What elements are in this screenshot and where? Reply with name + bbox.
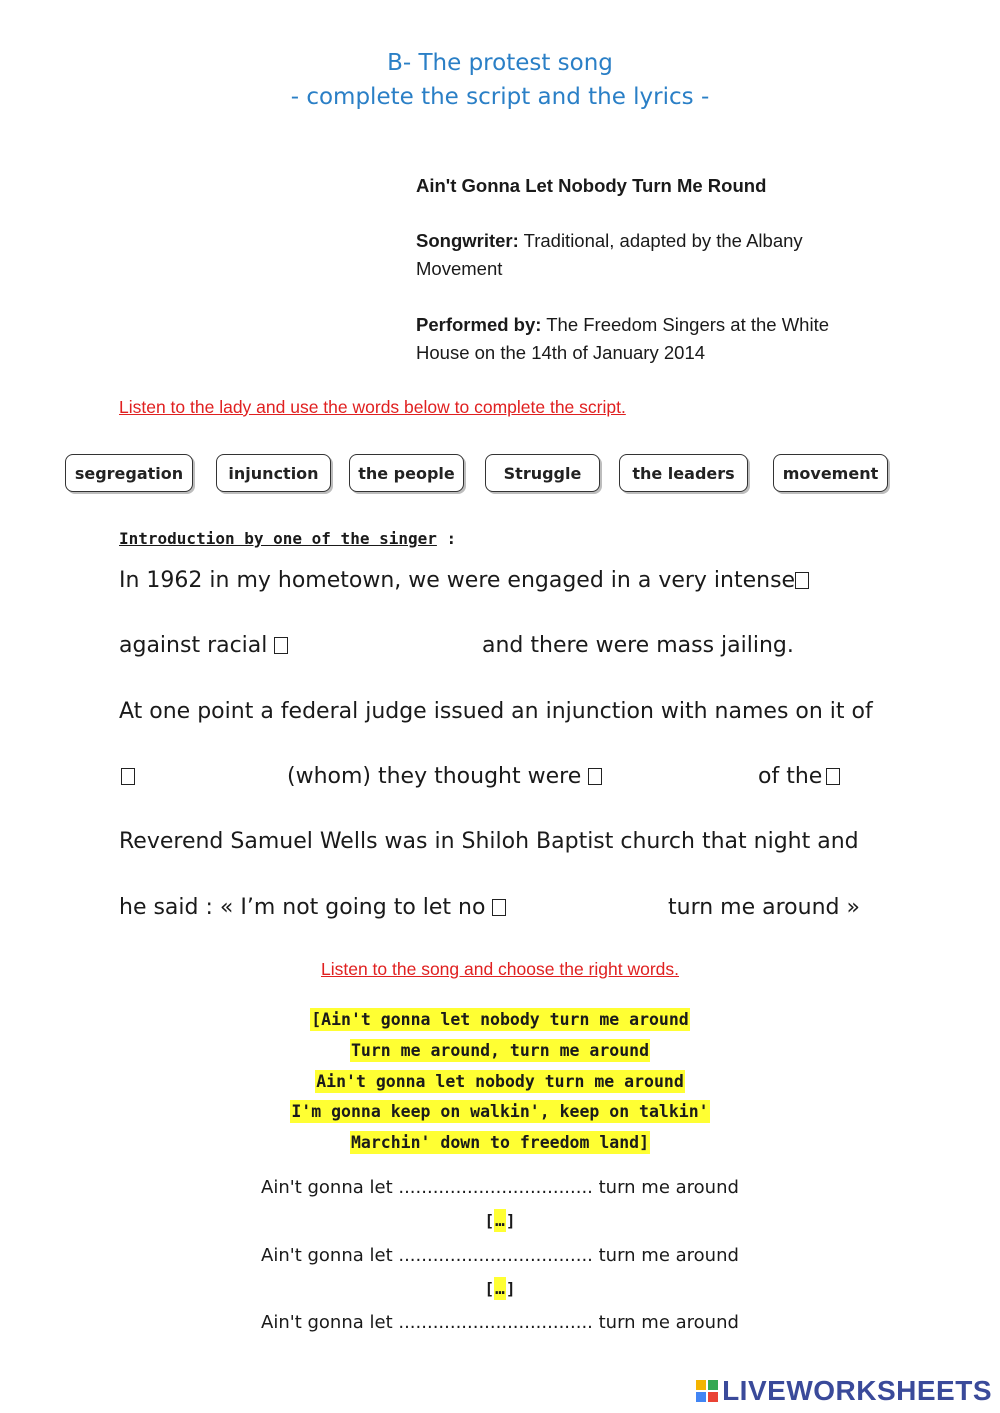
chorus-text: Turn me around, turn me around bbox=[350, 1041, 649, 1060]
ellipsis-1: […] bbox=[484, 1211, 516, 1230]
logo-text: LIVEWORKSHEETS bbox=[722, 1375, 992, 1406]
chorus-text: I'm gonna keep on walkin', keep on talkin' bbox=[291, 1102, 709, 1121]
lyric-blank-3[interactable]: .................................. bbox=[398, 1312, 593, 1333]
chorus-text: Ain't gonna let nobody turn me around bbox=[316, 1072, 684, 1091]
word-chip-struggle[interactable]: Struggle bbox=[485, 454, 600, 492]
chorus-line-3 bbox=[0, 1072, 1000, 1091]
lyric-suffix: turn me around bbox=[592, 1312, 739, 1333]
blank-the-people[interactable] bbox=[121, 768, 135, 785]
performer-label: Performed by: bbox=[416, 314, 542, 335]
word-chip-segregation[interactable]: segregation bbox=[65, 454, 193, 492]
lyric-suffix: turn me around bbox=[592, 1245, 739, 1266]
lyric-line-2 bbox=[0, 1245, 1000, 1266]
worksheet-subtitle: - complete the script and the lyrics - bbox=[290, 84, 710, 110]
ellipsis-mark: … bbox=[495, 1279, 505, 1298]
lyric-suffix: turn me around bbox=[592, 1177, 739, 1198]
script-text: he said : « I’m not going to let no bbox=[119, 895, 486, 920]
ellipsis-2: […] bbox=[484, 1279, 516, 1298]
script-line-4 bbox=[121, 764, 135, 789]
word-chip-the-people[interactable]: the people bbox=[349, 454, 464, 492]
lyric-line-3 bbox=[0, 1312, 1000, 1333]
performer-info bbox=[416, 311, 886, 367]
script-instruction: Listen to the lady and use the words below to complete the script. bbox=[119, 397, 626, 417]
song-name: Ain't Gonna Let Nobody Turn Me Round bbox=[416, 175, 767, 196]
logo-icon bbox=[696, 1380, 718, 1402]
blank-movement[interactable] bbox=[826, 768, 840, 785]
songwriter-value: Traditional, adapted by the Albany Movement bbox=[416, 230, 803, 279]
script-line-4-end bbox=[758, 764, 840, 789]
script-text: In 1962 in my hometown, we were engaged in a very intense bbox=[119, 568, 796, 593]
chorus-line-1 bbox=[0, 1010, 1000, 1029]
script-line-5: Reverend Samuel Wells was in Shiloh Baptist church that night and bbox=[119, 829, 859, 854]
song-instruction: Listen to the song and choose the right words. bbox=[320, 959, 679, 979]
lyric-blank-2[interactable]: .................................. bbox=[398, 1245, 593, 1266]
songwriter-label: Songwriter: bbox=[416, 230, 519, 251]
ellipsis-mark: … bbox=[495, 1211, 505, 1230]
chorus-line-4 bbox=[0, 1102, 1000, 1121]
word-chip-movement[interactable]: movement bbox=[773, 454, 888, 492]
lyric-prefix: Ain't gonna let bbox=[261, 1312, 399, 1333]
blank-struggle[interactable] bbox=[795, 572, 809, 589]
blank-injunction[interactable] bbox=[492, 899, 506, 916]
blank-segregation[interactable] bbox=[274, 637, 288, 654]
word-chip-the-leaders[interactable]: the leaders bbox=[619, 454, 748, 492]
script-line-6-end: turn me around » bbox=[668, 895, 860, 920]
songwriter-info bbox=[416, 227, 886, 283]
liveworksheets-logo bbox=[696, 1375, 992, 1407]
intro-heading-colon: : bbox=[436, 529, 457, 548]
lyric-blank-1[interactable]: .................................. bbox=[398, 1177, 593, 1198]
script-line-1 bbox=[119, 568, 809, 593]
lyric-prefix: Ain't gonna let bbox=[261, 1177, 399, 1198]
script-line-2 bbox=[119, 633, 288, 658]
script-text: against racial bbox=[119, 633, 268, 658]
script-text: (whom) they thought were bbox=[287, 764, 582, 789]
chorus-text: [Ain't gonna let nobody turn me around bbox=[311, 1010, 689, 1029]
worksheet-title: B- The protest song bbox=[387, 50, 613, 76]
script-line-4-mid bbox=[287, 764, 602, 789]
script-text: of the bbox=[758, 764, 823, 789]
script-line-3: At one point a federal judge issued an injunction with names on it of bbox=[119, 699, 873, 724]
script-line-6 bbox=[119, 895, 506, 920]
lyric-prefix: Ain't gonna let bbox=[261, 1245, 399, 1266]
chorus-text: Marchin' down to freedom land] bbox=[350, 1133, 649, 1152]
intro-heading bbox=[119, 529, 456, 548]
intro-heading-text: Introduction by one of the singer bbox=[119, 529, 437, 548]
lyric-line-1 bbox=[0, 1177, 1000, 1198]
chorus-line-2 bbox=[0, 1041, 1000, 1060]
performer-value: The Freedom Singers at the White House on the 14th of January 2014 bbox=[416, 314, 829, 363]
script-line-2-end: and there were mass jailing. bbox=[482, 633, 794, 658]
chorus-line-5 bbox=[0, 1133, 1000, 1152]
blank-the-leaders[interactable] bbox=[588, 768, 602, 785]
word-chip-injunction[interactable]: injunction bbox=[216, 454, 331, 492]
